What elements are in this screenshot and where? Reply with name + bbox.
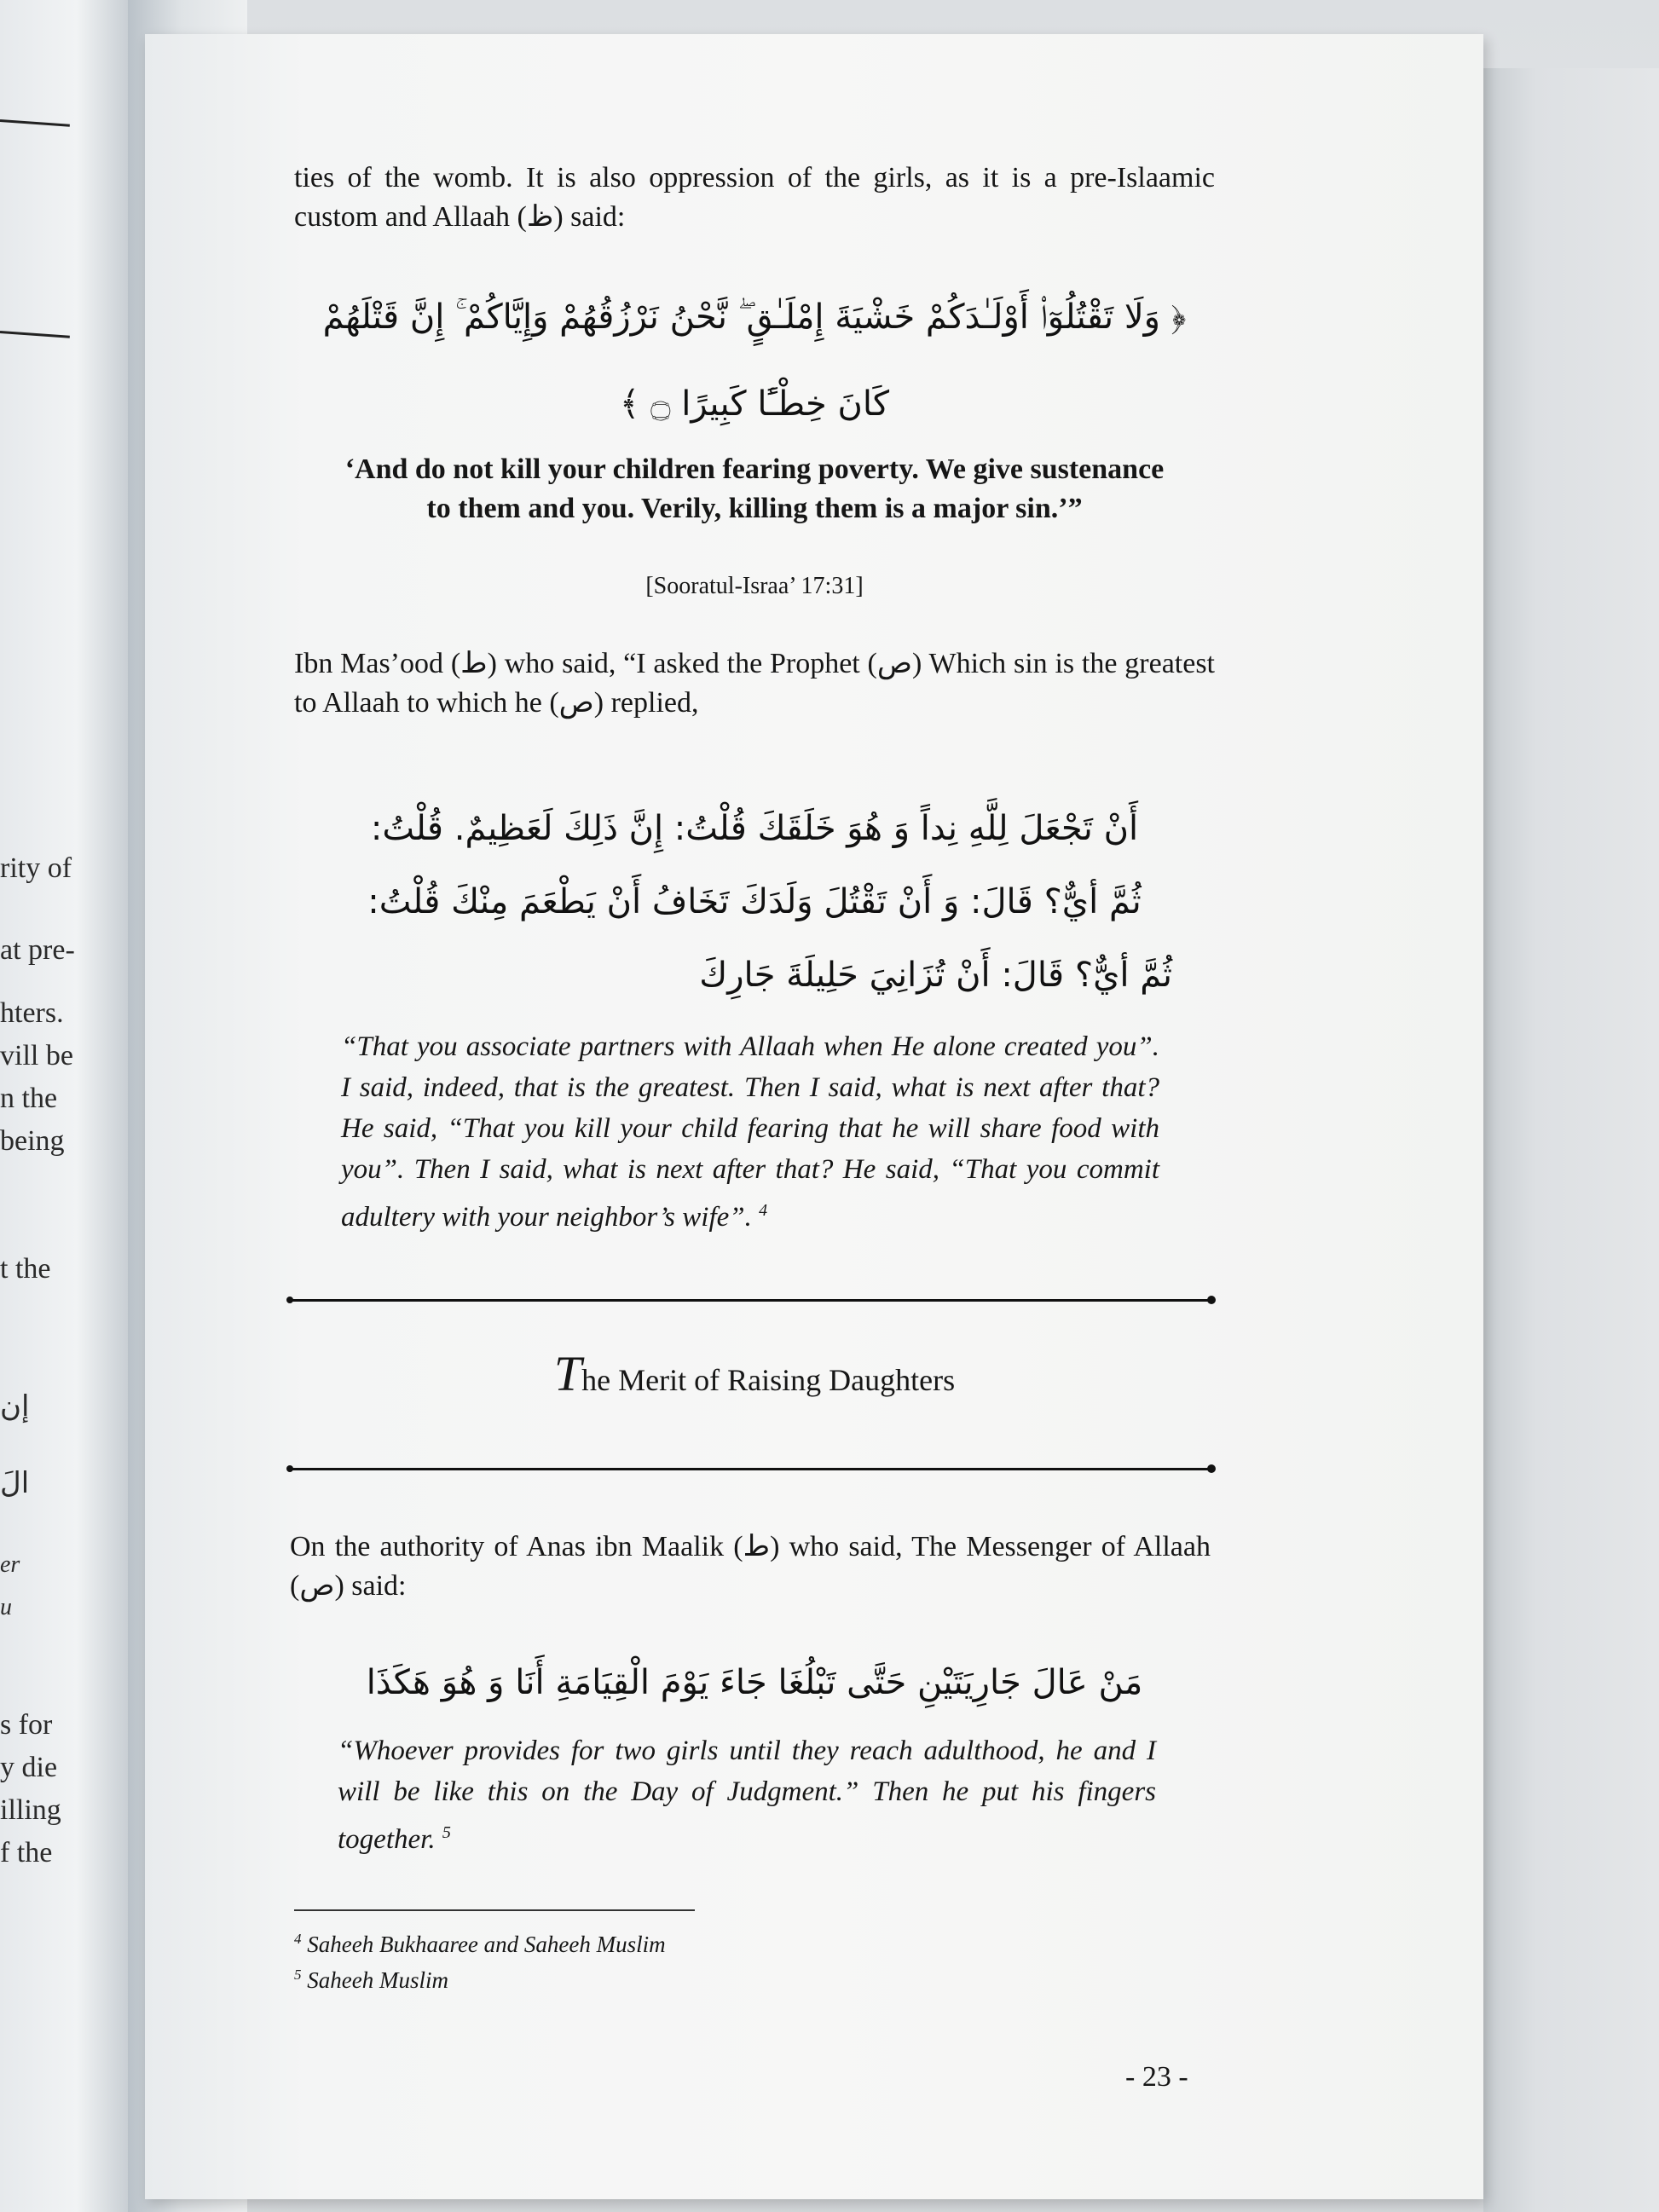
left-page-fragment: illing	[0, 1794, 61, 1826]
left-page-fragment: y die	[0, 1752, 58, 1783]
left-page-fragment: u	[0, 1594, 12, 1620]
left-page-fragment: f the	[0, 1837, 53, 1868]
hadith-translation	[338, 1730, 1156, 1860]
hadith-translation-text: “That you associate partners with Allaah when He alone created you”. I said, indeed, that is the greatest. Then I said, what is next after that? He said, “That you kill your child fearing that he will share food with you”. Then I said, what is next after that? He said, “That you commit adultery with your neighbor’s wife”.	[341, 1031, 1159, 1233]
left-page-fragment: rity of	[0, 852, 72, 884]
quran-arabic-line: ﴿ وَلَا تَقْتُلُوٓا۟ أَوْلَـٰدَكُمْ خَشْيَةَ إِمْلَـٰقٍ ۖ نَّحْنُ نَرْزُقُهُمْ وَإِيَّاكُمْ ۚ إِنَّ قَتْلَهُمْ	[322, 297, 1187, 337]
left-page-fragment: being	[0, 1125, 65, 1157]
left-page-fragment: n the	[0, 1083, 58, 1114]
footnote-mark: 5	[442, 1823, 451, 1842]
hadith-intro: Ibn Mas’ood (ط) who said, “I asked the Prophet (ص) Which sin is the greatest to Allaah to which he (ص) replied,	[294, 648, 1215, 719]
heading-text: he Merit of Raising Daughters	[581, 1363, 956, 1397]
section-heading	[294, 1345, 1215, 1402]
hadith-arabic-line: ثُمَّ أيٌّ؟ قَالَ: أَنْ تُزَانِيَ حَلِيلَةَ جَارِكَ	[699, 956, 1172, 995]
page-number: - 23 -	[1125, 2061, 1188, 2093]
left-page-fragment: at pre-	[0, 934, 75, 966]
intro-paragraph: ties of the womb. It is also oppression of the girls, as it is a pre-Islaamic custom and Allaah (ظ) said:	[294, 162, 1215, 233]
left-page-rule	[0, 331, 70, 338]
hadith-arabic-line: أَنْ تَجْعَلَ لِلَّهِ نِداً وَ هُوَ خَلَقَكَ قُلْتُ: إِنَّ ذَلِكَ لَعَظِيمٌ. قُلْتُ:	[370, 809, 1139, 848]
section-rule-bottom	[290, 1468, 1211, 1470]
left-page-fragment: vill be	[0, 1040, 73, 1071]
background-cloth	[1483, 68, 1659, 2212]
footnote: $^5$ Saheeh Muslim	[294, 1967, 448, 1993]
left-page-fragment: t the	[0, 1253, 51, 1285]
hadith-arabic-line: ثُمَّ أيٌّ؟ قَالَ: وَ أَنْ تَقْتُلَ وَلَدَكَ تَخَافُ أَنْ يَطْعَمَ مِنْكَ قُلْتُ:	[367, 882, 1142, 921]
left-page-rule	[0, 119, 70, 127]
hadith-intro: On the authority of Anas ibn Maalik (ط) who said, The Messenger of Allaah (ص) said:	[290, 1531, 1211, 1602]
heading-initial: T	[553, 1346, 582, 1401]
hadith-arabic-line: مَنْ عَالَ جَارِيَتَيْنِ حَتَّى تَبْلُغَا جَاءَ يَوْمَ الْقِيَامَةِ أَنَا وَ هُوَ هَكَذَا	[366, 1663, 1143, 1702]
quran-translation: ‘And do not kill your children fearing poverty. We give sustenance to them and you. Verily, killing them is a major sin.’”	[344, 453, 1165, 524]
quran-arabic-line: كَانَ خِطْـًٔا كَبِيرًا ۝ ﴾	[619, 384, 890, 424]
footnote-rule	[294, 1909, 695, 1911]
footnote-mark: 4	[759, 1201, 768, 1220]
left-page-fragment: hters.	[0, 997, 64, 1029]
left-page-fragment: إن	[0, 1389, 30, 1424]
left-page-fragment: s for	[0, 1709, 53, 1741]
previous-page-edge	[0, 0, 128, 2212]
footnote: $^4$ Saheeh Bukhaaree and Saheeh Muslim	[294, 1931, 666, 1957]
hadith-translation-text: “Whoever provides for two girls until they reach adulthood, he and I will be like this on the Day of Judgment.” Then he put his fingers together.	[338, 1736, 1156, 1855]
quran-reference: [Sooratul-Israa’ 17:31]	[645, 573, 864, 599]
section-rule-top	[290, 1299, 1211, 1302]
left-page-fragment: الَ	[0, 1466, 30, 1500]
hadith-translation	[341, 1026, 1159, 1238]
left-page-fragment: er	[0, 1551, 20, 1578]
